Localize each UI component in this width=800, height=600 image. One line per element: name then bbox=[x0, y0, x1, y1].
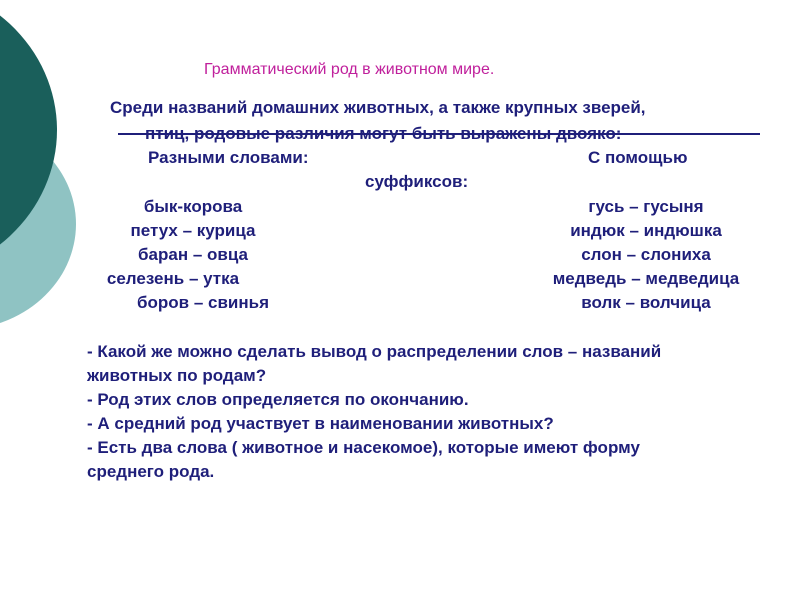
right-pair-item: слон – слониха bbox=[581, 245, 711, 264]
question-line: среднего рода. bbox=[87, 462, 215, 481]
left-pair-item: баран – овца bbox=[138, 245, 248, 264]
right-pair-item: волк – волчица bbox=[581, 293, 711, 312]
question-line: - Какой же можно сделать вывод о распределении слов – названий bbox=[87, 342, 662, 361]
intro-line-2: птиц, родовые различия могут быть выражены двояко: bbox=[145, 124, 622, 143]
question-line: животных по родам? bbox=[87, 366, 267, 385]
right-pair-item: гусь – гусыня bbox=[588, 197, 704, 216]
right-pair-item: индюк – индюшка bbox=[570, 221, 722, 240]
discussion-questions bbox=[87, 340, 777, 484]
intro-line-1: Среди названий домашних животных, а также крупных зверей, bbox=[110, 98, 646, 117]
left-pair-item: селезень – утка bbox=[106, 269, 240, 288]
slide-title: Грамматический род в животном мире. bbox=[204, 61, 495, 78]
question-line: - А средний род участвует в наименовании животных? bbox=[87, 414, 554, 433]
left-pair-item: боров – свинья bbox=[137, 293, 269, 312]
right-column-header-line1: С помощью bbox=[588, 148, 688, 167]
left-column-header: Разными словами: bbox=[148, 148, 309, 167]
question-line: - Род этих слов определяется по окончанию. bbox=[87, 390, 469, 409]
left-pair-item: бык-корова bbox=[143, 197, 243, 216]
left-pair-item: петух – курица bbox=[130, 221, 256, 240]
right-column-header-line2: суффиксов: bbox=[365, 172, 469, 191]
right-pair-item: медведь – медведица bbox=[552, 269, 740, 288]
question-line: - Есть два слова ( животное и насекомое), которые имеют форму bbox=[87, 438, 640, 457]
